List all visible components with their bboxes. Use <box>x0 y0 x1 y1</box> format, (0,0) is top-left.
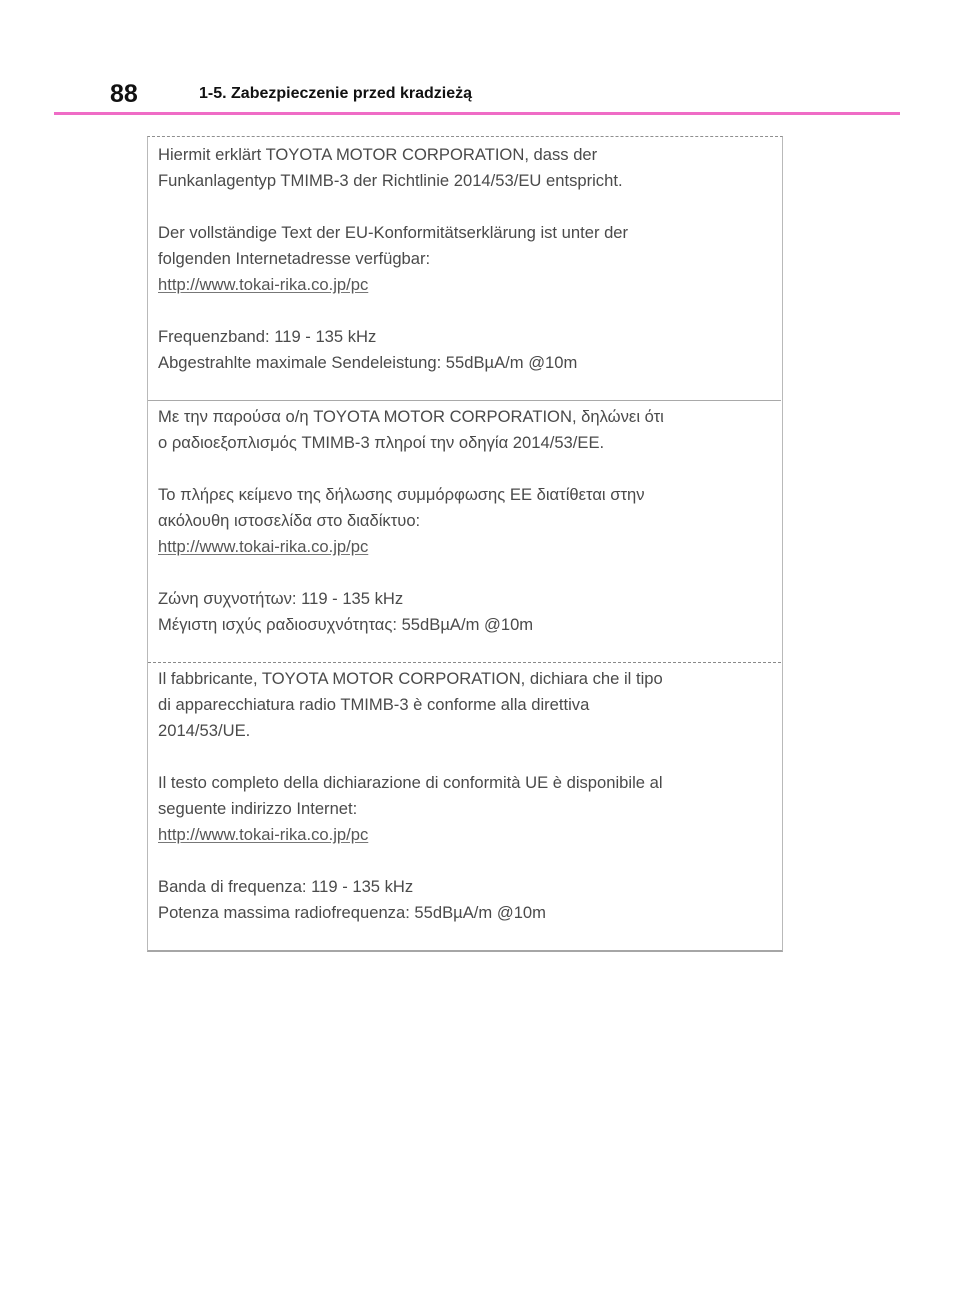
section-divider <box>148 662 781 663</box>
frequency-band: Frequenzband: 119 - 135 kHz <box>158 327 377 346</box>
declaration-line: Hiermit erklärt TOYOTA MOTOR CORPORATION, dass der <box>158 145 598 164</box>
declaration-section-german <box>158 142 752 376</box>
fulltext-line: Der vollständige Text der EU-Konformitätserklärung ist unter der <box>158 223 629 242</box>
declaration-url-link[interactable]: http://www.tokai-rika.co.jp/pc <box>158 825 369 844</box>
fulltext-line: folgenden Internetadresse verfügbar: <box>158 249 431 268</box>
declaration-line: ο ραδιοεξοπλισμός TMIMB-3 πληροί την οδηγία 2014/53/ΕΕ. <box>158 433 605 452</box>
declaration-line: Funkanlagentyp TMIMB-3 der Richtlinie 2014/53/EU entspricht. <box>158 171 623 190</box>
declaration-url-link[interactable]: http://www.tokai-rika.co.jp/pc <box>158 537 369 556</box>
max-power: Abgestrahlte maximale Sendeleistung: 55dBµA/m @10m <box>158 353 578 372</box>
fulltext-line: ακόλουθη ιστοσελίδα στο διαδίκτυο: <box>158 511 421 530</box>
declaration-box <box>147 136 783 952</box>
fulltext-line: seguente indirizzo Internet: <box>158 799 358 818</box>
fulltext-line: Il testo completo della dichiarazione di conformità UE è disponibile al <box>158 773 663 792</box>
declaration-line: Il fabbricante, TOYOTA MOTOR CORPORATION, dichiara che il tipo <box>158 669 663 688</box>
max-power: Μέγιστη ισχύς ραδιοσυχνότητας: 55dBµA/m @10m <box>158 615 534 634</box>
section-title: 1-5. Zabezpieczenie przed kradzieżą <box>199 85 472 102</box>
declaration-line: 2014/53/UE. <box>158 721 251 740</box>
declaration-line: di apparecchiatura radio TMIMB-3 è conforme alla direttiva <box>158 695 590 714</box>
frequency-band: Ζώνη συχνοτήτων: 119 - 135 kHz <box>158 589 404 608</box>
header-rule <box>54 112 900 115</box>
declaration-section-italian <box>158 666 752 926</box>
section-divider <box>148 400 781 401</box>
declaration-section-greek <box>158 404 752 638</box>
declaration-line: Με την παρούσα ο/η TOYOTA MOTOR CORPORATION, δηλώνει ότι <box>158 407 664 426</box>
page-number: 88 <box>110 80 138 108</box>
declaration-url-link[interactable]: http://www.tokai-rika.co.jp/pc <box>158 275 369 294</box>
frequency-band: Banda di frequenza: 119 - 135 kHz <box>158 877 414 896</box>
max-power: Potenza massima radiofrequenza: 55dBµA/m @10m <box>158 903 546 922</box>
fulltext-line: Το πλήρες κείμενο της δήλωσης συμμόρφωσης ΕΕ διατίθεται στην <box>158 485 645 504</box>
page-header <box>54 72 900 116</box>
